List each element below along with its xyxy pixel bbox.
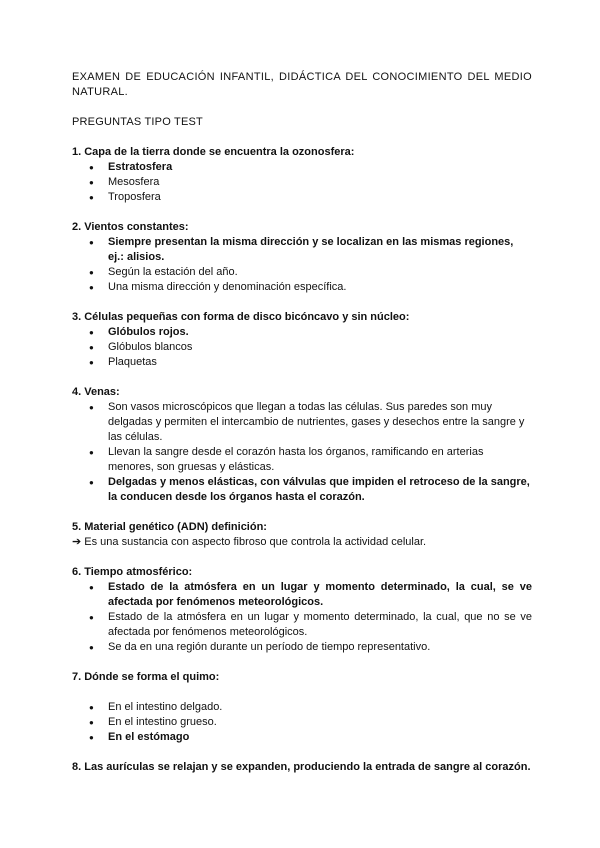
option: ● Estado de la atmósfera en un lugar y momento determinado, la cual, que no se ve afectada por fenómenos meteorológicos. [72, 610, 532, 640]
option-correct: ● Siempre presentan la misma dirección y se localizan en las mismas regiones, ej.: alisios. [72, 235, 532, 265]
option-list [72, 580, 532, 655]
option-list [72, 700, 532, 745]
page-title: EXAMEN DE EDUCACIÓN INFANTIL, DIDÁCTICA DEL CONOCIMIENTO DEL MEDIO NATURAL. [72, 71, 532, 98]
question-title: 2. Vientos constantes: [72, 221, 189, 233]
answer-text: ➔ Es una sustancia con aspecto fibroso que controla la actividad celular. [72, 536, 427, 548]
question-5 [72, 520, 532, 550]
option: ● Una misma dirección y denominación específica. [72, 280, 532, 295]
question-6 [72, 565, 532, 655]
option: ● Según la estación del año. [72, 265, 532, 280]
blank-line [72, 685, 532, 700]
question-title: 4. Venas: [72, 386, 120, 398]
question-title: 1. Capa de la tierra donde se encuentra la ozonosfera: [72, 146, 355, 158]
question-title: 3. Células pequeñas con forma de disco bicóncavo y sin núcleo: [72, 311, 410, 323]
option-list [72, 235, 532, 295]
question-1 [72, 145, 532, 205]
question-4 [72, 385, 532, 505]
option-list [72, 400, 532, 505]
question-2 [72, 220, 532, 295]
option-correct: ● Glóbulos rojos. [72, 325, 532, 340]
question-title: 5. Material genético (ADN) definición: [72, 521, 267, 533]
option-correct: ● Estado de la atmósfera en un lugar y momento determinado, la cual, se ve afectada por fenómenos meteorológicos. [72, 580, 532, 610]
question-3 [72, 310, 532, 370]
section-subtitle: PREGUNTAS TIPO TEST [72, 116, 203, 128]
question-7 [72, 670, 532, 745]
option: ● Llevan la sangre desde el corazón hasta los órganos, ramificando en arterias menores, son gruesas y elásticas. [72, 445, 532, 475]
question-title: 7. Dónde se forma el quimo: [72, 671, 220, 683]
option: ● Glóbulos blancos [72, 340, 532, 355]
option: ● En el intestino delgado. [72, 700, 532, 715]
option: ● Troposfera [72, 190, 532, 205]
option-correct: ● En el estómago [72, 730, 532, 745]
option: ● Se da en una región durante un período de tiempo representativo. [72, 640, 532, 655]
option: ● Mesosfera [72, 175, 532, 190]
option-correct: ● Estratosfera [72, 160, 532, 175]
question-title: 6. Tiempo atmosférico: [72, 566, 193, 578]
option-list [72, 160, 532, 205]
option: ● En el intestino grueso. [72, 715, 532, 730]
option-correct: ● Delgadas y menos elásticas, con válvulas que impiden el retroceso de la sangre, la conducen desde los órganos hasta el corazón. [72, 475, 532, 505]
document-page [72, 70, 532, 775]
option: ● Plaquetas [72, 355, 532, 370]
option: ● Son vasos microscópicos que llegan a todas las células. Sus paredes son muy delgadas y permiten el intercambio de nutrientes, gases y desechos entre la sangre y las células. [72, 400, 532, 445]
question-8 [72, 760, 532, 775]
option-list [72, 325, 532, 370]
question-title: 8. Las aurículas se relajan y se expanden, produciendo la entrada de sangre al corazón. [72, 761, 531, 773]
